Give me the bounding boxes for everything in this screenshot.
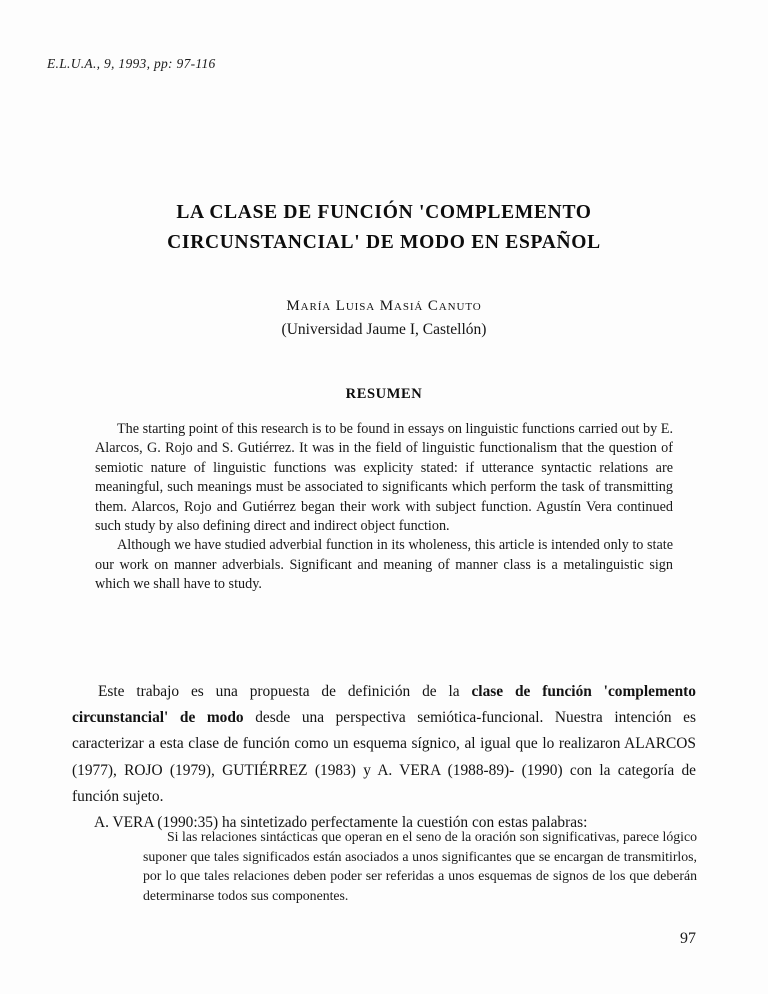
- body-paragraph-2: A. VERA (1990:35) ha sintetizado perfectamente la cuestión con estas palabras:: [94, 814, 588, 832]
- block-quote: [143, 827, 697, 905]
- author-byline: [72, 294, 696, 342]
- article-title: [72, 198, 696, 258]
- body-paragraph-1: [72, 679, 696, 810]
- page-number: 97: [680, 930, 696, 947]
- abstract-paragraph-2: Although we have studied adverbial function in its wholeness, this article is intended only to state our work on manner adverbials. Significant and meaning of manner class is a metalinguistic sign which we shall have to study.: [95, 537, 673, 593]
- abstract-paragraph-1: The starting point of this research is to be found in essays on linguistic functions carried out by E. Alarcos, G. Rojo and S. Gutiérrez. It was in the field of linguistic functionalism that the question of semiotic nature of linguistic functions was explicity stated: if utterance syntactic relations are meaningful, such meanings must be associated to significants which perform the task of transmitting them. Alarcos, Rojo and Gutiérrez began their work with subject function. Agustín Vera continued such study by also defining direct and indirect object function.: [95, 421, 673, 535]
- main-body: [72, 679, 696, 836]
- body-paragraph-1-rest: desde una perspectiva semiótica-funcional. Nuestra intención es caracterizar a esta clase de función como un esquema sígnico, al igual que lo realizaron ALARCOS (1977), ROJO (1979), GUTIÉRREZ (1983) y A. VERA (1988-89)- (1990) con la categoría de función sujeto.: [72, 709, 696, 805]
- body-paragraph-1-lead: Este trabajo es una propuesta de definición de la: [98, 683, 472, 700]
- body-paragraph-1-emphasis: clase de función 'complemento circunstancial' de modo: [72, 683, 697, 727]
- abstract-body: [95, 420, 673, 595]
- author-affiliation: (Universidad Jaume I, Castellón): [281, 321, 487, 338]
- block-quote-text: Si las relaciones sintácticas que operan en el seno de la oración son significativas, parece lógico suponer que tales significados están asociados a unos significantes que se encargan de transmitirlos, por lo que tales relaciones deben poder ser referidas a unos esquemas de signos de los que deberán determinarse todos sus componentes.: [143, 829, 697, 903]
- author-name: María Luisa Masiá Canuto: [286, 298, 482, 314]
- article-title-line-1: LA CLASE DE FUNCIÓN 'COMPLEMENTO: [176, 202, 592, 223]
- article-title-line-2: CIRCUNSTANCIAL' DE MODO EN ESPAÑOL: [167, 232, 601, 253]
- abstract-heading: RESUMEN: [345, 386, 423, 402]
- running-head: E.L.U.A., 9, 1993, pp: 97-116: [47, 56, 216, 71]
